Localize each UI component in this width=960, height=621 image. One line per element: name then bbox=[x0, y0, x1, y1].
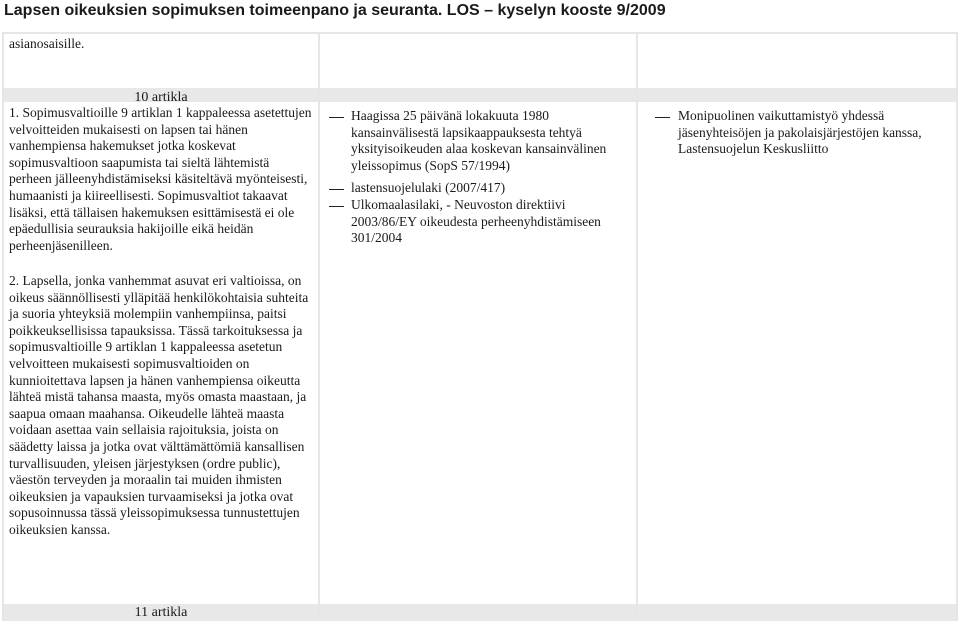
table-top-line bbox=[2, 32, 958, 34]
legislation-dash-1 bbox=[329, 117, 344, 118]
legislation-item-3: Ulkomaalasilaki, - Neuvoston direktiivi 2003/86/EY oikeudesta perheenyhdistämiseen 301/2004 bbox=[351, 197, 601, 246]
legislation-dash-3 bbox=[329, 206, 344, 207]
column-divider-2 bbox=[636, 32, 638, 621]
article-10-paragraph-1: 1. Sopimusvaltioille 9 artiklan 1 kappaleessa asetettujen velvoitteiden mukaisesti on lapsen tai hänen vanhempiensa hakemukset jotka koskevat sopimusvaltioon saapumista tai sieltä lähtemistä perheen jälleenyhdistämiseksi käsiteltävä myönteisesti, humaanisti ja kiireellisesti. Sopimusvaltiot takaavat lisäksi, että tällaisen hakemuksen esittämisestä ei ole epäedullisia seurauksia hakijoille eikä heidän perheenjäsenilleen. bbox=[9, 105, 312, 253]
article-10-paragraph-2: 2. Lapsella, jonka vanhemmat asuvat eri valtioissa, on oikeus säännöllisesti ylläpitää henkilökohtaisia suhteita ja suoria yhteyksiä molempiin vanhempiinsa, paitsi poikkeuksellisissa tapauksissa. Tässä tarkoituksessa ja sopimusvaltioille 9 artiklan 1 kappaleessa asetetun velvoitteen mukaisesti sopimusvaltioiden on kunnioitettava lapsen ja hänen vanhempiensa oikeutta lähteä mistä tahansa maasta, myös omasta maastaan, ja saapua omaan maahansa. Oikeudelle lähteä maasta voidaan asettaa vain sellaisia rajoituksia, joista on säädetty laissa ja jotka ovat välttämättömiä kansallisen turvallisuuden, yleisen järjestyksen (ordre public), väestön terveyden ja moraalin tai muiden ihmisten oikeuksien ja vapauksien turvaamiseksi ja jotka ovat sopusoinnussa tässä yleissopimuksessa tunnustettujen oikeuksien kanssa. bbox=[9, 273, 309, 537]
article-10-heading: 10 artikla bbox=[134, 90, 188, 105]
action-dash-1 bbox=[655, 117, 670, 118]
legislation-item-1: Haagissa 25 päivänä lokakuuta 1980 kansainvälisestä lapsikaappauksesta tehtyä yksityisoikeuden alaa koskevan kansainvälinen yleissopimus (SopS 57/1994) bbox=[351, 108, 607, 173]
previous-cell-text: asianosaisille. bbox=[9, 36, 85, 51]
action-item-1: Monipuolinen vaikuttamistyö yhdessä jäsenyhteisöjen ja pakolaisjärjestöjen kanssa, Lastensuojelun Keskusliitto bbox=[678, 108, 922, 157]
article-11-heading: 11 artikla bbox=[134, 605, 188, 620]
legislation-dash-2 bbox=[329, 189, 344, 190]
legislation-item-2: lastensuojelulaki (2007/417) bbox=[351, 180, 506, 195]
column-divider-1 bbox=[318, 32, 320, 621]
column-divider-left bbox=[2, 32, 4, 621]
column-divider-right bbox=[956, 32, 958, 621]
page-title: Lapsen oikeuksien sopimuksen toimeenpano ja seuranta. LOS – kyselyn kooste 9/2009 bbox=[4, 2, 666, 19]
